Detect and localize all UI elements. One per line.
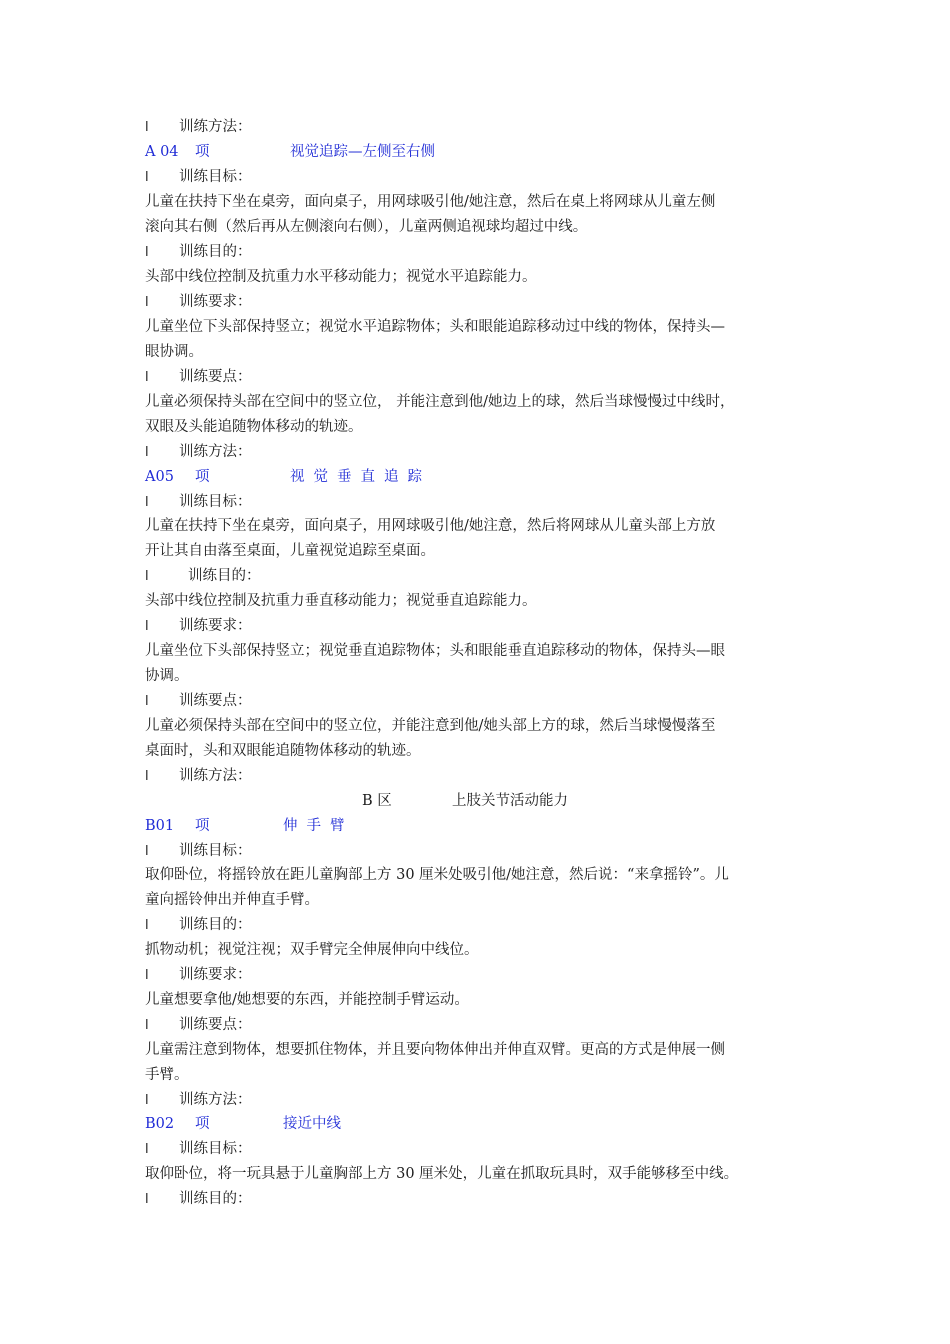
bullet-method: l 训练方法： bbox=[145, 768, 252, 784]
bullet-method: l 训练方法： bbox=[145, 444, 252, 460]
paragraph-line: 儿童在扶持下坐在桌旁，面向桌子，用网球吸引他/她注意，然后在桌上将网球从儿童左侧 bbox=[145, 194, 716, 210]
paragraph-line: 手臂。 bbox=[145, 1067, 189, 1083]
paragraph-line: 眼协调。 bbox=[145, 344, 203, 360]
item-code: B01 bbox=[145, 818, 175, 834]
bullet-points: l 训练要点： bbox=[145, 369, 252, 385]
item-title: 接近中线 bbox=[283, 1116, 341, 1132]
item-code: B02 bbox=[145, 1116, 175, 1132]
paragraph-line: 儿童必须保持头部在空间中的竖立位，并能注意到他/她头部上方的球，然后当球慢慢落至 bbox=[145, 718, 716, 734]
bullet-marker: l bbox=[145, 120, 149, 135]
bullet-requirement: l 训练要求： bbox=[145, 618, 252, 634]
bullet-points: l 训练要点： bbox=[145, 693, 252, 709]
item-title: 视觉垂直追踪 bbox=[290, 469, 431, 485]
item-code: A05 bbox=[145, 469, 174, 485]
paragraph-line: 开让其自由落至桌面，儿童视觉追踪至桌面。 bbox=[145, 543, 435, 559]
paragraph-line: 儿童坐位下头部保持竖立；视觉水平追踪物体；头和眼能追踪移动过中线的物体，保持头— bbox=[145, 319, 725, 335]
paragraph-line: 儿童想要拿他/她想要的东西，并能控制手臂运动。 bbox=[145, 992, 469, 1008]
item-title: 视觉追踪—左侧至右侧 bbox=[290, 144, 435, 160]
bullet-requirement: l 训练要求： bbox=[145, 967, 252, 983]
bullet-target: l 训练目标： bbox=[145, 494, 252, 510]
paragraph-line: 取仰卧位，将一玩具悬于儿童胸部上方 30 厘米处，儿童在抓取玩具时，双手能够移至中线。 bbox=[145, 1166, 739, 1182]
paragraph-line: 双眼及头能追随物体移动的轨迹。 bbox=[145, 419, 363, 435]
paragraph-line: 取仰卧位，将摇铃放在距儿童胸部上方 30 厘米处吸引他/她注意，然后说：“来拿摇铃”。儿 bbox=[145, 867, 729, 883]
paragraph-line: 滚向其右侧（然后再从左侧滚向右侧），儿童两侧追视球均超过中线。 bbox=[145, 219, 588, 235]
method-label: 训练方法： bbox=[179, 119, 252, 135]
item-header-a05 bbox=[145, 467, 431, 487]
paragraph-line: 儿童需注意到物体，想要抓住物体，并且要向物体伸出并伸直双臂。更高的方式是伸展一侧 bbox=[145, 1042, 725, 1058]
item-word: 项 bbox=[195, 144, 210, 160]
zone-title: 上肢关节活动能力 bbox=[452, 793, 568, 809]
paragraph-line: 协调。 bbox=[145, 668, 189, 684]
bullet-points: l 训练要点： bbox=[145, 1017, 252, 1033]
paragraph-line: 童向摇铃伸出并伸直手臂。 bbox=[145, 892, 319, 908]
bullet-purpose: l 训练目的： bbox=[145, 1191, 252, 1207]
item-word: 项 bbox=[195, 469, 210, 485]
bullet-target: l 训练目标： bbox=[145, 843, 252, 859]
item-header-a04 bbox=[145, 142, 435, 162]
item-header-b02 bbox=[145, 1114, 341, 1134]
item-word: 项 bbox=[195, 1116, 210, 1132]
paragraph-line: 儿童必须保持头部在空间中的竖立位， 并能注意到他/她边上的球，然后当球慢慢过中线时， bbox=[145, 394, 735, 410]
bullet-target: l 训练目标： bbox=[145, 1141, 252, 1157]
paragraph-line: 桌面时，头和双眼能追随物体移动的轨迹。 bbox=[145, 743, 421, 759]
bullet-purpose: l 训练目的： bbox=[145, 244, 252, 260]
bullet-method: l 训练方法： bbox=[145, 1092, 252, 1108]
bullet-purpose: l 训练目的： bbox=[145, 917, 252, 933]
item-header-b01 bbox=[145, 816, 354, 836]
item-word: 项 bbox=[195, 818, 210, 834]
paragraph-line: 儿童在扶持下坐在桌旁，面向桌子，用网球吸引他/她注意，然后将网球从儿童头部上方放 bbox=[145, 518, 716, 534]
paragraph-line: 头部中线位控制及抗重力水平移动能力；视觉水平追踪能力。 bbox=[145, 269, 537, 285]
zone-header-b bbox=[362, 791, 568, 811]
bullet-requirement: l 训练要求： bbox=[145, 294, 252, 310]
bullet-method bbox=[145, 117, 252, 138]
paragraph-line: 头部中线位控制及抗重力垂直移动能力；视觉垂直追踪能力。 bbox=[145, 593, 537, 609]
bullet-target: l 训练目标： bbox=[145, 169, 252, 185]
paragraph-line: 抓物动机；视觉注视；双手臂完全伸展伸向中线位。 bbox=[145, 942, 479, 958]
item-title: 伸手臂 bbox=[283, 818, 354, 834]
paragraph-line: 儿童坐位下头部保持竖立；视觉垂直追踪物体；头和眼能垂直追踪移动的物体，保持头—眼 bbox=[145, 643, 725, 659]
zone-code: B 区 bbox=[362, 793, 392, 809]
item-code: A 04 bbox=[145, 144, 179, 160]
bullet-purpose: l 训练目的： bbox=[145, 568, 261, 584]
